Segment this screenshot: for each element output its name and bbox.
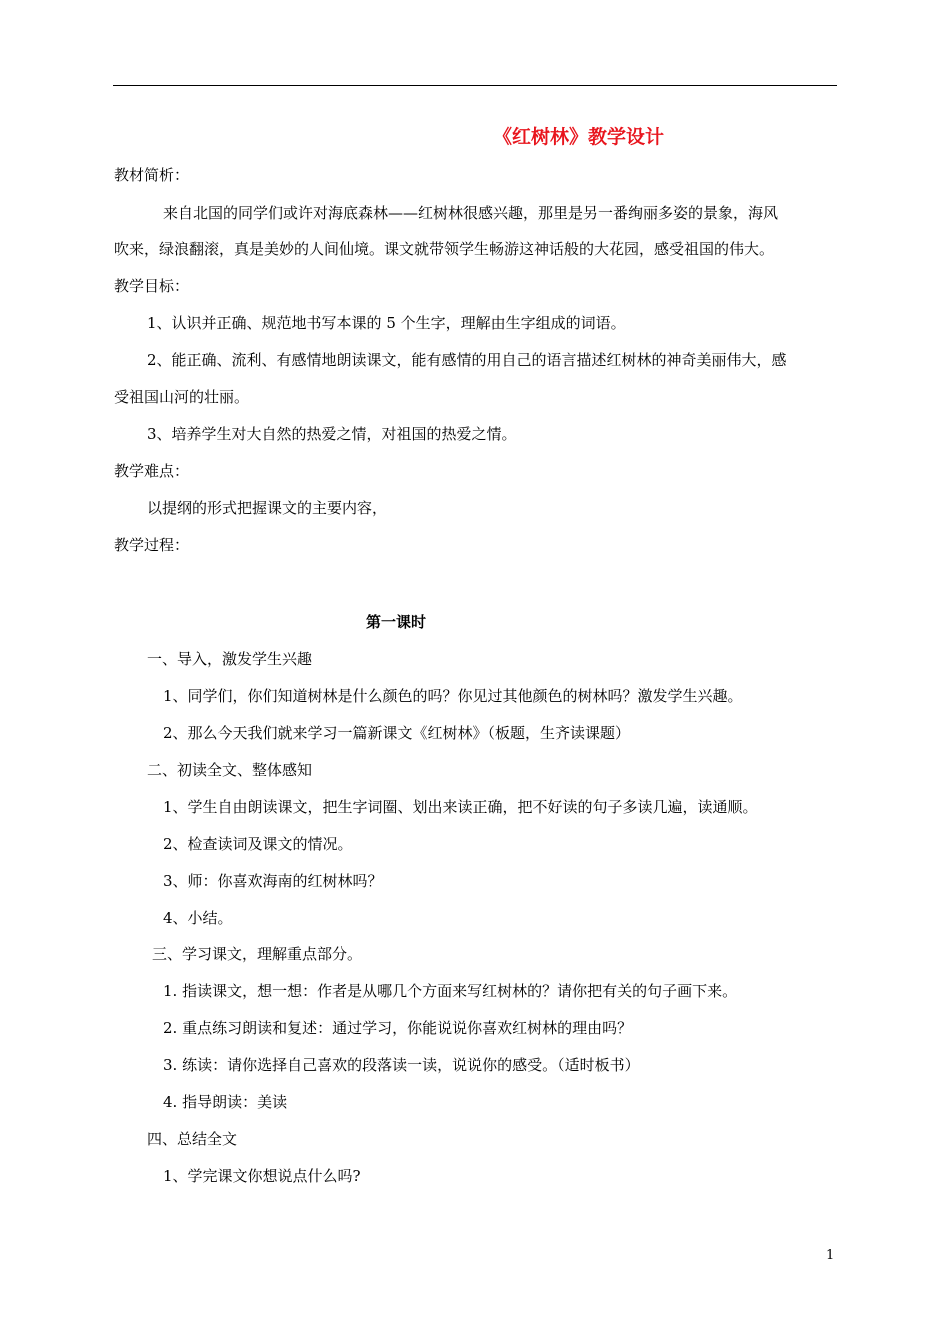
part-1-item-1: 1、同学们，你们知道树林是什么颜色的吗？你见过其他颜色的树林吗？激发学生兴趣。 bbox=[163, 687, 743, 705]
document-title: 《红树林》教学设计 bbox=[493, 126, 665, 148]
part-3-title: 三、学习课文，理解重点部分。 bbox=[152, 945, 363, 963]
goals-heading: 教学目标： bbox=[114, 277, 190, 295]
part-3-item-2: 2. 重点练习朗读和复述：通过学习，你能说说你喜欢红树林的理由吗？ bbox=[163, 1019, 633, 1037]
difficulty-heading: 教学难点： bbox=[114, 462, 190, 480]
part-2-title: 二、初读全文、整体感知 bbox=[147, 761, 313, 779]
difficulty-text: 以提纲的形式把握课文的主要内容， bbox=[147, 499, 388, 517]
part-3-item-3: 3. 练读：请你选择自己喜欢的段落读一读，说说你的感受。（适时板书） bbox=[163, 1056, 640, 1074]
part-1-title: 一、导入，激发学生兴趣 bbox=[147, 650, 313, 668]
analysis-text-line-1: 来自北国的同学们或许对海底森林——红树林很感兴趣，那里是另一番绚丽多姿的景象，海风 bbox=[163, 204, 779, 222]
part-3-item-4: 4. 指导朗读：美读 bbox=[163, 1093, 288, 1111]
goal-item-1: 1、认识并正确、规范地书写本课的 5 个生字，理解由生字组成的词语。 bbox=[147, 314, 626, 332]
part-2-item-2: 2、检查读词及课文的情况。 bbox=[163, 835, 353, 853]
part-2-item-4: 4、小结。 bbox=[163, 909, 233, 927]
part-2-item-1: 1、学生自由朗读课文，把生字词圈、划出来读正确，把不好读的句子多读几遍，读通顺。 bbox=[163, 798, 758, 816]
process-heading: 教学过程： bbox=[114, 536, 190, 554]
part-4-item-1: 1、学完课文你想说点什么吗? bbox=[163, 1167, 361, 1185]
part-4-title: 四、总结全文 bbox=[147, 1130, 238, 1148]
part-3-item-1: 1. 指读课文，想一想：作者是从哪几个方面来写红树林的？请你把有关的句子画下来。 bbox=[163, 982, 738, 1000]
analysis-heading: 教材简析： bbox=[114, 166, 190, 184]
lesson-heading: 第一课时 bbox=[366, 613, 427, 631]
part-1-item-2: 2、那么今天我们就来学习一篇新课文《红树林》（板题，生齐读课题） bbox=[163, 724, 631, 742]
page-number: 1 bbox=[826, 1248, 835, 1263]
header-rule bbox=[113, 85, 837, 86]
goal-item-3: 3、培养学生对大自然的热爱之情，对祖国的热爱之情。 bbox=[147, 425, 517, 443]
analysis-text-line-2: 吹来，绿浪翻滚，真是美妙的人间仙境。课文就带领学生畅游这神话般的大花园，感受祖国的伟大。 bbox=[114, 240, 775, 258]
part-2-item-3: 3、师：你喜欢海南的红树林吗？ bbox=[163, 872, 383, 890]
goal-item-2-line-1: 2、能正确、流利、有感情地朗读课文，能有感情的用自己的语言描述红树林的神奇美丽伟大，感 bbox=[147, 351, 787, 369]
goal-item-2-line-2: 受祖国山河的壮丽。 bbox=[114, 388, 250, 406]
